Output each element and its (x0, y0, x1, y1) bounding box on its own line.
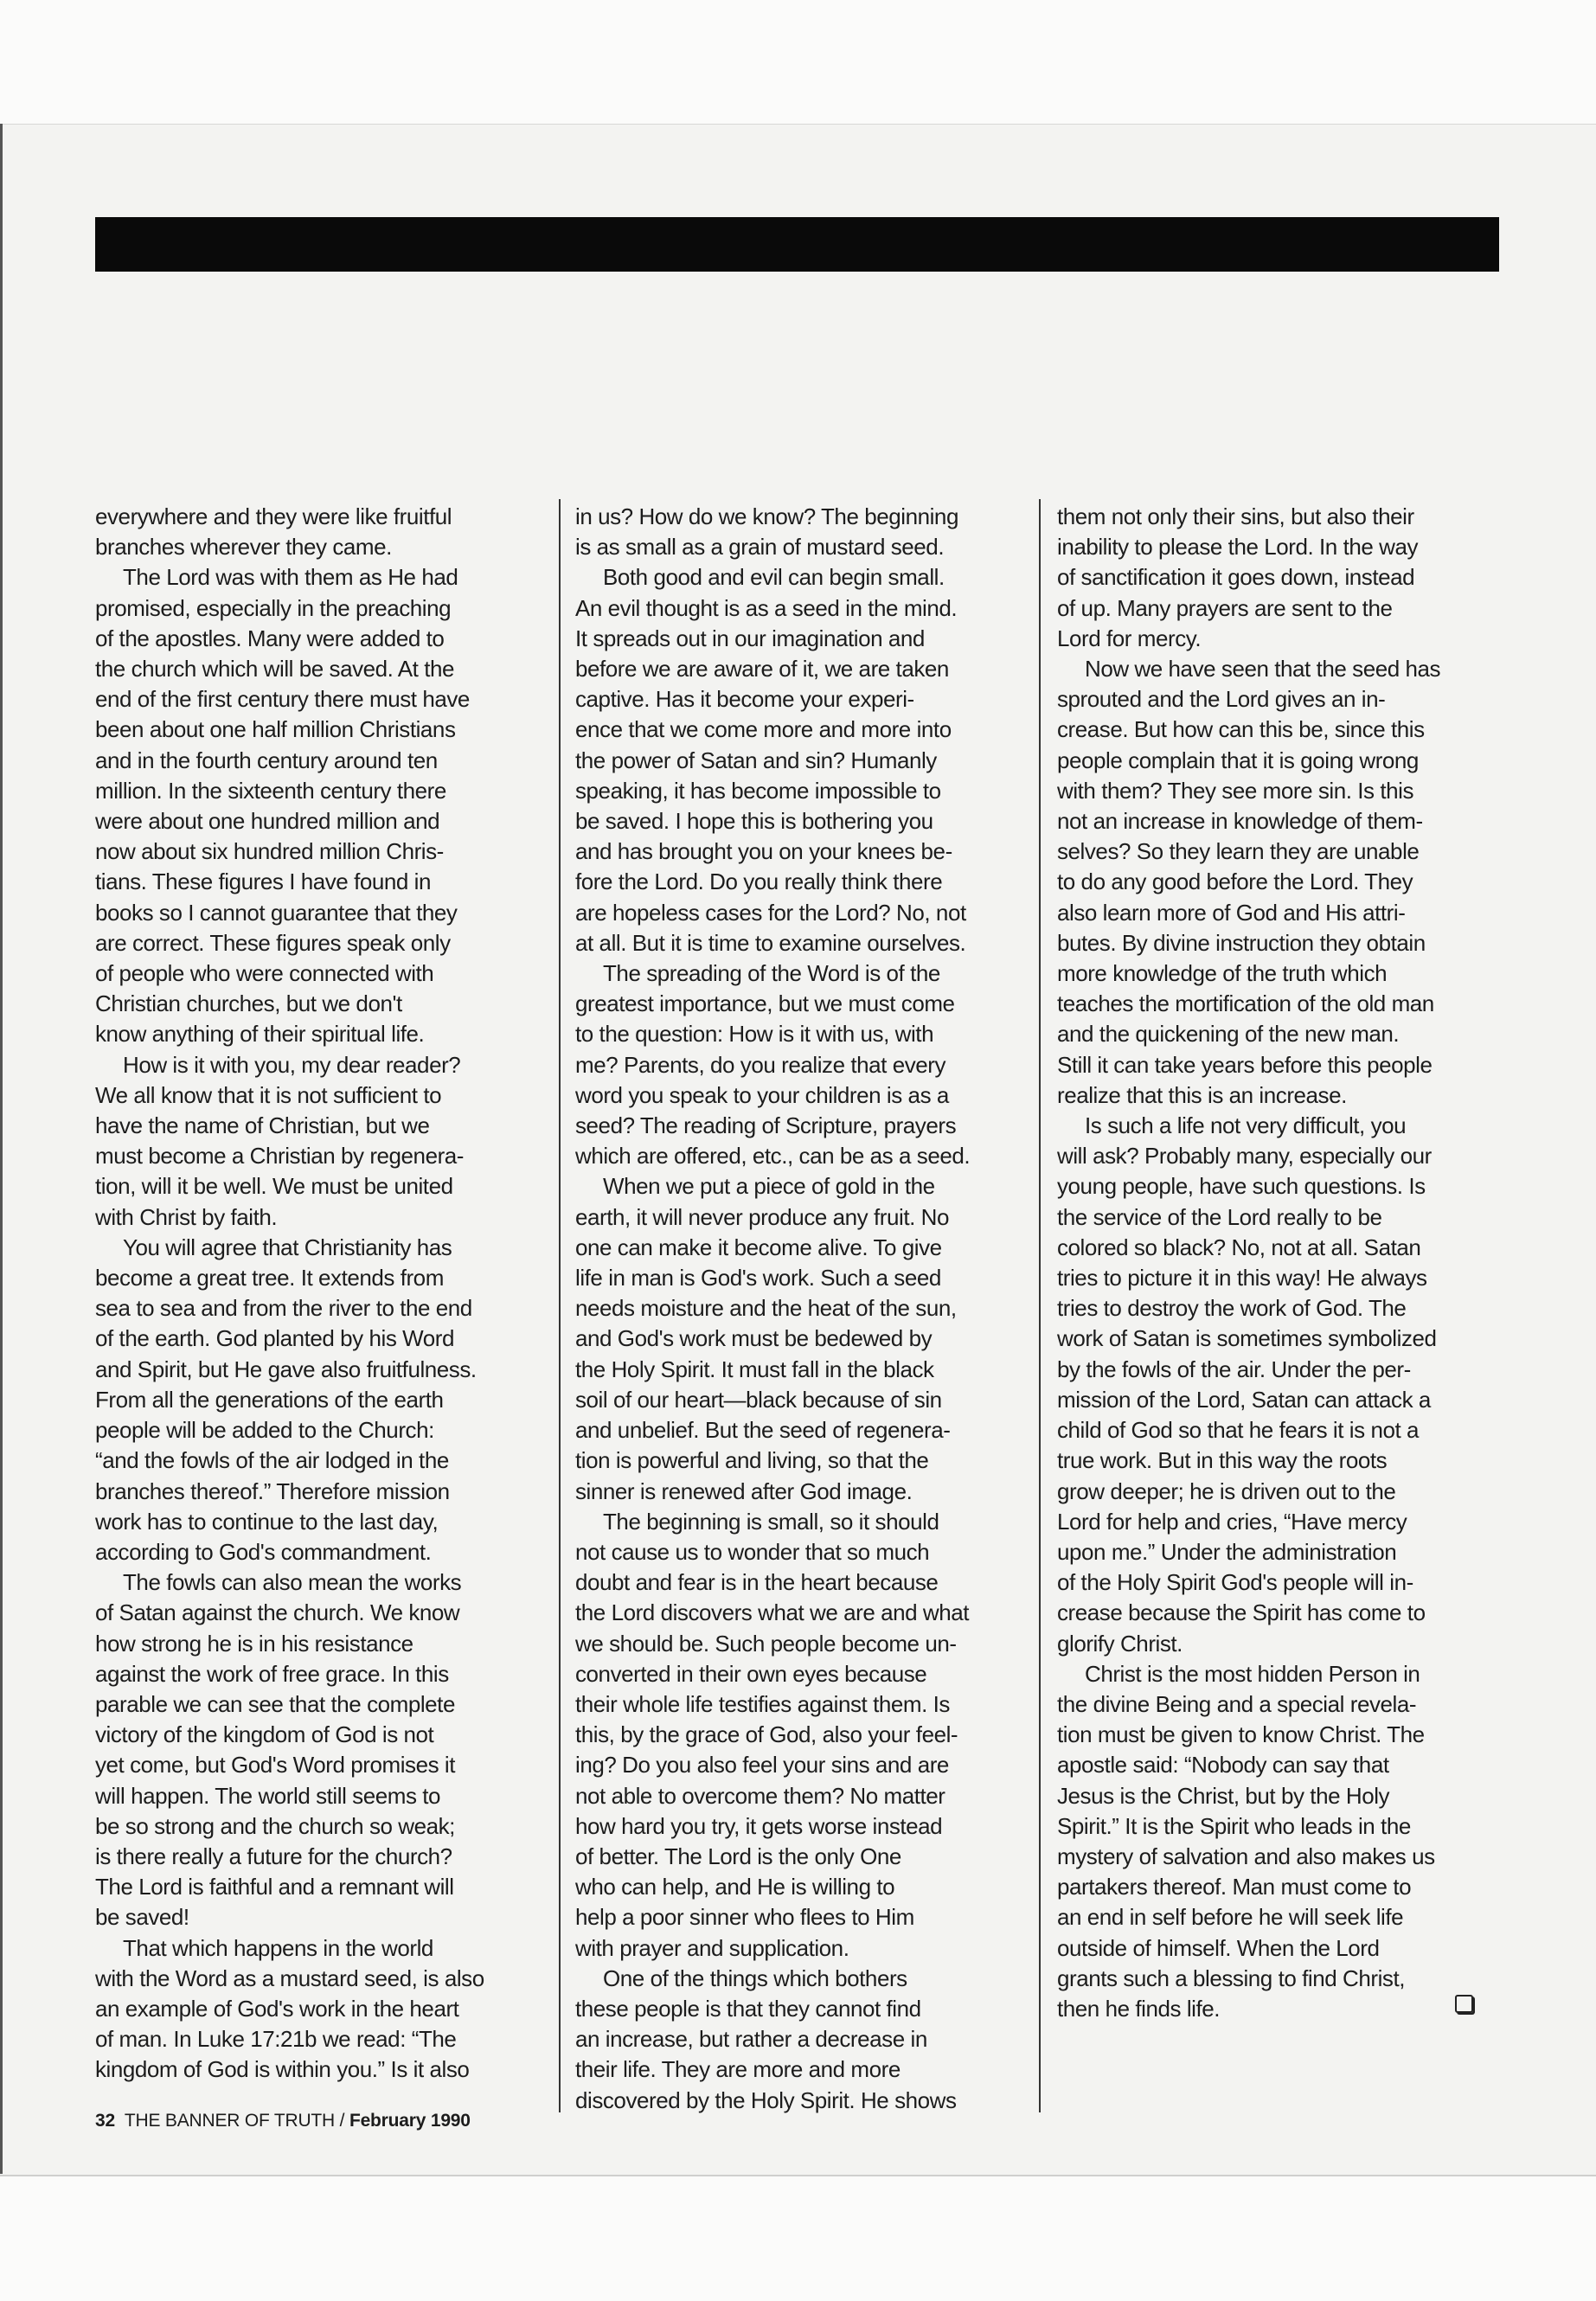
paragraph (575, 502, 1025, 562)
text-line: When we put a piece of gold in the (603, 1173, 935, 1200)
text-line: Lord for mercy. (1057, 625, 1202, 651)
text-line: now about six hundred million Chris- (95, 838, 444, 865)
paragraph (575, 1171, 1025, 1506)
header-black-bar (95, 217, 1499, 272)
text-line: One of the things which bothers (603, 1965, 907, 1991)
text-line: against the work of free grace. In this (95, 1660, 449, 1687)
text-line: child of God so that he fears it is not a (1057, 1417, 1420, 1444)
text-line: The fowls can also mean the works (123, 1569, 462, 1596)
text-line: inability to please the Lord. In the way (1057, 534, 1419, 561)
text-line: with the Word as a mustard seed, is also (95, 1965, 484, 1991)
text-line: The spreading of the Word is of the (603, 960, 940, 987)
text-line: work of Satan is sometimes symbolized (1057, 1325, 1437, 1352)
text-line: their life. They are more and more (575, 2056, 901, 2083)
paragraph (95, 1933, 545, 2086)
text-line: be so strong and the church so weak; (95, 1812, 455, 1839)
text-line: You will agree that Christianity has (123, 1234, 452, 1260)
text-line: tians. These figures I have found in (95, 868, 432, 895)
text-line: an end in self before he will seek life (1057, 1904, 1404, 1931)
text-line: the service of the Lord really to be (1057, 1203, 1382, 1230)
text-line: Is such a life not very difficult, you (1085, 1112, 1407, 1139)
text-line: have the name of Christian, but we (95, 1112, 430, 1139)
text-line: is as small as a grain of mustard seed. (575, 534, 945, 561)
text-line: Now we have seen that the seed has (1085, 656, 1441, 683)
text-line: at all. But it is time to examine ourselves. (575, 929, 966, 956)
text-line: know anything of their spiritual life. (95, 1021, 425, 1048)
text-line: according to God's commandment. (95, 1538, 432, 1565)
text-line: will ask? Probably many, especially our (1057, 1143, 1432, 1170)
page-footer (95, 2111, 471, 2131)
text-line: people will be added to the Church: (95, 1417, 434, 1444)
text-line: are correct. These figures speak only (95, 929, 451, 956)
text-line: more knowledge of the truth which (1057, 960, 1388, 987)
text-line: by the fowls of the air. Under the per- (1057, 1356, 1411, 1382)
text-line: be saved. I hope this is bothering you (575, 808, 933, 835)
text-line: who can help, and He is willing to (575, 1874, 895, 1900)
text-line: them not only their sins, but also their (1057, 503, 1414, 529)
text-line: end of the first century there must have (95, 686, 470, 713)
text-line: of up. Many prayers are sent to the (1057, 594, 1393, 621)
text-line: be saved! (95, 1904, 189, 1931)
text-line: the Lord discovers what we are and what (575, 1599, 970, 1626)
text-line: crease because the Spirit has come to (1057, 1599, 1426, 1626)
text-line: to the question: How is it with us, with (575, 1021, 934, 1048)
text-line: parable we can see that the complete (95, 1690, 455, 1717)
text-line: an increase, but rather a decrease in (575, 2026, 927, 2053)
text-line: grants such a blessing to find Christ, (1057, 1965, 1405, 1991)
end-of-article-box-icon (1455, 1995, 1473, 2013)
text-line: ing? Do you also feel your sins and are (575, 1752, 949, 1779)
text-line: selves? So they learn they are unable (1057, 838, 1420, 865)
text-line: fore the Lord. Do you really think there (575, 868, 943, 895)
text-line: discovered by the Holy Spirit. He shows (575, 2086, 957, 2113)
text-line: mission of the Lord, Satan can attack a (1057, 1386, 1431, 1413)
text-line: one can make it become alive. To give (575, 1234, 942, 1260)
text-line: everywhere and they were like fruitful (95, 503, 452, 529)
text-line: in us? How do we know? The beginning (575, 503, 958, 529)
text-column-1 (95, 502, 545, 2086)
text-line: sinner is renewed after God image. (575, 1477, 913, 1504)
paragraph (95, 1050, 545, 1233)
paragraph (1057, 1659, 1507, 2024)
text-line: true work. But in this way the roots (1057, 1447, 1388, 1474)
text-line: realize that this is an increase. (1057, 1081, 1347, 1108)
text-line: tion is powerful and living, so that the (575, 1447, 929, 1474)
text-line: It spreads out in our imagination and (575, 625, 925, 651)
text-line: the power of Satan and sin? Humanly (575, 747, 937, 773)
text-line: Still it can take years before this people (1057, 1051, 1433, 1078)
text-line: greatest importance, but we must come (575, 990, 955, 1017)
paragraph (575, 562, 1025, 958)
text-line: speaking, it has become impossible to (575, 777, 941, 804)
text-line: not cause us to wonder that so much (575, 1538, 930, 1565)
text-line: with Christ by faith. (95, 1203, 278, 1230)
text-line: not able to overcome them? No matter (575, 1782, 945, 1809)
text-line: captive. Has it become your experi- (575, 686, 914, 713)
text-line: tion must be given to know Christ. The (1057, 1721, 1425, 1748)
paragraph (575, 958, 1025, 1171)
paragraph (575, 1507, 1025, 1964)
text-line: will happen. The world still seems to (95, 1782, 441, 1809)
text-line: converted in their own eyes because (575, 1660, 927, 1687)
text-line: help a poor sinner who flees to Him (575, 1904, 914, 1931)
text-line: We all know that it is not sufficient to (95, 1081, 442, 1108)
text-line: Christ is the most hidden Person in (1085, 1660, 1420, 1687)
text-line: which are offered, etc., can be as a seed. (575, 1143, 971, 1170)
text-line: That which happens in the world (123, 1934, 433, 1961)
text-line: not an increase in knowledge of them- (1057, 808, 1423, 835)
paragraph (1057, 502, 1507, 654)
text-line: The Lord is faithful and a remnant will (95, 1874, 454, 1900)
text-line: How is it with you, my dear reader? (123, 1051, 461, 1078)
text-line: and Spirit, but He gave also fruitfulness. (95, 1356, 477, 1382)
text-line: of sanctification it goes down, instead (1057, 564, 1415, 591)
text-line: Spirit.” It is the Spirit who leads in the (1057, 1812, 1411, 1839)
text-line: become a great tree. It extends from (95, 1265, 444, 1292)
paragraph (1057, 1111, 1507, 1659)
text-line: branches thereof.” Therefore mission (95, 1477, 450, 1504)
paragraph (1057, 654, 1507, 1111)
text-line: tries to destroy the work of God. The (1057, 1295, 1407, 1322)
text-line: of the earth. God planted by his Word (95, 1325, 455, 1352)
text-line: and God's work must be bedewed by (575, 1325, 933, 1352)
text-line: are hopeless cases for the Lord? No, not (575, 899, 966, 926)
text-line: The beginning is small, so it should (603, 1508, 939, 1535)
text-line: and has brought you on your knees be- (575, 838, 952, 865)
text-line: tries to picture it in this way! He always (1057, 1265, 1427, 1292)
text-line: and the quickening of the new man. (1057, 1021, 1400, 1048)
text-line: life in man is God's work. Such a seed (575, 1265, 941, 1292)
text-line: million. In the sixteenth century there (95, 777, 446, 804)
paragraph (575, 1964, 1025, 2116)
scan-edge (0, 124, 3, 2174)
paragraph (95, 562, 545, 1049)
text-line: with them? They see more sin. Is this (1057, 777, 1414, 804)
text-line: Jesus is the Christ, but by the Holy (1057, 1782, 1390, 1809)
text-line: apostle said: “Nobody can say that (1057, 1752, 1389, 1779)
text-column-3 (1057, 502, 1507, 2024)
text-line: of Satan against the church. We know (95, 1599, 460, 1626)
text-line: sprouted and the Lord gives an in- (1057, 686, 1386, 713)
issue-date: February 1990 (349, 2111, 471, 2131)
text-line: glorify Christ. (1057, 1630, 1183, 1657)
text-column-2 (575, 502, 1025, 2116)
text-line: The Lord was with them as He had (123, 564, 458, 591)
text-line: “and the fowls of the air lodged in the (95, 1447, 449, 1474)
text-line: these people is that they cannot find (575, 1995, 921, 2022)
text-line: an example of God's work in the heart (95, 1995, 459, 2022)
text-line: ence that we come more and more into (575, 716, 952, 743)
text-line: of people who were connected with (95, 960, 434, 987)
text-line: upon me.” Under the administration (1057, 1538, 1397, 1565)
text-line: Christian churches, but we don't (95, 990, 402, 1017)
text-line: of man. In Luke 17:21b we read: “The (95, 2026, 457, 2053)
text-line: been about one half million Christians (95, 716, 456, 743)
text-line: before we are aware of it, we are taken (575, 656, 949, 683)
text-line: the church which will be saved. At the (95, 656, 455, 683)
text-line: sea to sea and from the river to the end (95, 1295, 472, 1322)
text-line: people complain that it is going wrong (1057, 747, 1419, 773)
text-line: doubt and fear is in the heart because (575, 1569, 939, 1596)
text-line: is there really a future for the church? (95, 1843, 452, 1869)
text-line: the divine Being and a special revela- (1057, 1690, 1417, 1717)
publication-name: THE BANNER OF TRUTH / (124, 2111, 345, 2131)
text-line: and in the fourth century around ten (95, 747, 438, 773)
paragraph (95, 502, 545, 562)
text-line: victory of the kingdom of God is not (95, 1721, 434, 1748)
text-line: From all the generations of the earth (95, 1386, 444, 1413)
text-line: An evil thought is as a seed in the mind. (575, 594, 958, 621)
text-line: Lord for help and cries, “Have mercy (1057, 1508, 1407, 1535)
paragraph (95, 1567, 545, 1932)
column-divider (559, 499, 561, 2112)
text-line: work has to continue to the last day, (95, 1508, 439, 1535)
text-line: earth, it will never produce any fruit. No (575, 1203, 949, 1230)
text-line: also learn more of God and His attri- (1057, 899, 1406, 926)
text-line: how hard you try, it gets worse instead (575, 1812, 943, 1839)
text-line: yet come, but God's Word promises it (95, 1752, 455, 1779)
text-line: seed? The reading of Scripture, prayers (575, 1112, 957, 1139)
text-line: promised, especially in the preaching (95, 594, 452, 621)
text-line: branches wherever they came. (95, 534, 392, 561)
text-line: of the Holy Spirit God's people will in- (1057, 1569, 1413, 1596)
text-line: crease. But how can this be, since this (1057, 716, 1425, 743)
text-line: mystery of salvation and also makes us (1057, 1843, 1435, 1869)
text-line: of the apostles. Many were added to (95, 625, 445, 651)
text-line: were about one hundred million and (95, 808, 440, 835)
text-line: books so I cannot guarantee that they (95, 899, 458, 926)
text-line: Both good and evil can begin small. (603, 564, 945, 591)
text-line: teaches the mortification of the old man (1057, 990, 1434, 1017)
text-line: butes. By divine instruction they obtain (1057, 929, 1426, 956)
text-line: how strong he is in his resistance (95, 1630, 413, 1657)
text-line: tion, will it be well. We must be united (95, 1173, 453, 1200)
text-line: me? Parents, do you realize that every (575, 1051, 946, 1078)
text-line: the Holy Spirit. It must fall in the black (575, 1356, 934, 1382)
text-line: soil of our heart—black because of sin (575, 1386, 942, 1413)
text-line: outside of himself. When the Lord (1057, 1934, 1380, 1961)
text-line: we should be. Such people become un- (575, 1630, 957, 1657)
page-number: 32 (95, 2111, 115, 2131)
text-line: young people, have such questions. Is (1057, 1173, 1426, 1200)
text-line: partakers thereof. Man must come to (1057, 1874, 1412, 1900)
text-line: then he finds life. (1057, 1995, 1221, 2022)
text-line: with prayer and supplication. (575, 1934, 849, 1961)
text-line: their whole life testifies against them. Is (575, 1690, 950, 1717)
column-divider (1039, 499, 1041, 2112)
text-line: word you speak to your children is as a (575, 1081, 949, 1108)
text-line: of better. The Lord is the only One (575, 1843, 901, 1869)
text-line: to do any good before the Lord. They (1057, 868, 1413, 895)
text-line: needs moisture and the heat of the sun, (575, 1295, 957, 1322)
text-line: grow deeper; he is driven out to the (1057, 1477, 1396, 1504)
text-line: must become a Christian by regenera- (95, 1143, 465, 1170)
text-line: this, by the grace of God, also your feel- (575, 1721, 958, 1748)
text-line: colored so black? No, not at all. Satan (1057, 1234, 1421, 1260)
text-line: and unbelief. But the seed of regenera- (575, 1417, 951, 1444)
text-line: kingdom of God is within you.” Is it also (95, 2056, 470, 2083)
paragraph (95, 1233, 545, 1567)
